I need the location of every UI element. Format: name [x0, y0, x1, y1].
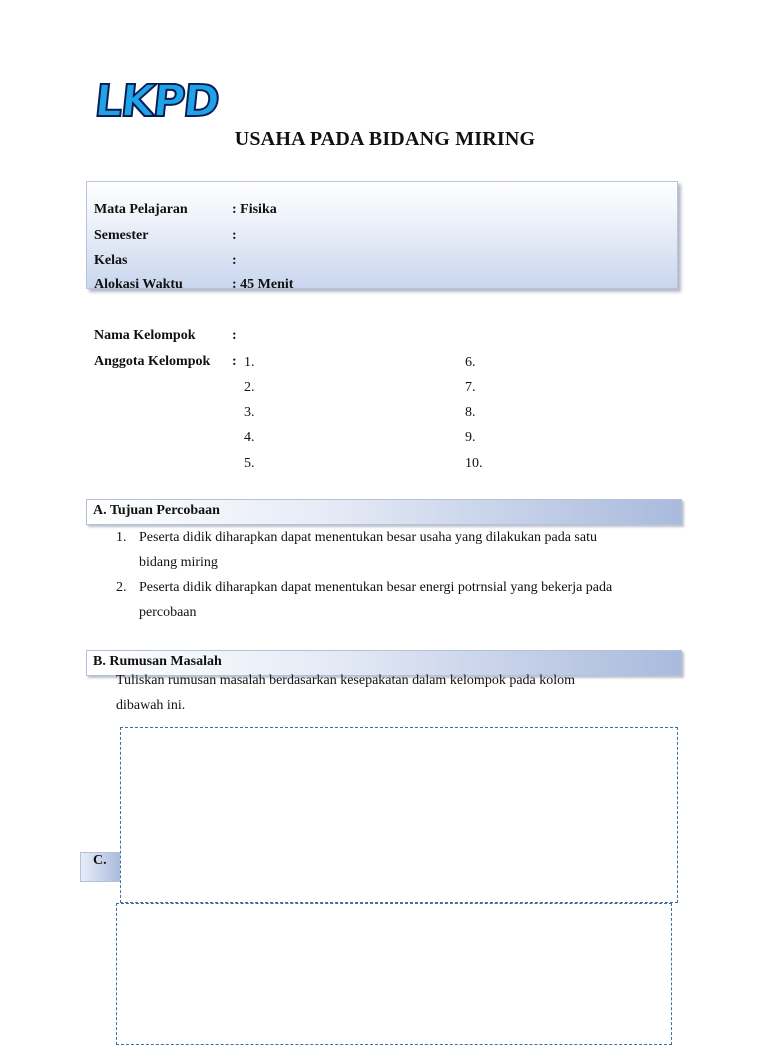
- member-number: 3.: [244, 405, 255, 420]
- member-number: 1.: [244, 355, 255, 370]
- info-label-subject: Mata Pelajaran: [94, 202, 188, 217]
- objective-line: Peserta didik diharapkan dapat menentukan besar energi potrnsial yang bekerja pada: [139, 580, 613, 595]
- member-number: 8.: [465, 405, 476, 420]
- section-a-header: [86, 499, 682, 525]
- objective-line: bidang miring: [139, 555, 218, 570]
- group-name-colon: :: [232, 328, 237, 343]
- group-members-colon: :: [232, 354, 237, 369]
- info-value-subject: : Fisika: [232, 202, 277, 217]
- section-a-heading: A. Tujuan Percobaan: [93, 503, 220, 518]
- group-members-label: Anggota Kelompok: [94, 354, 211, 369]
- section-c-heading: C.: [93, 853, 107, 868]
- objective-number: 1.: [116, 530, 127, 545]
- instruction-line: dibawah ini.: [116, 698, 186, 713]
- instruction-line: Tuliskan rumusan masalah berdasarkan kesepakatan dalam kelompok pada kolom: [116, 673, 576, 688]
- member-number: 6.: [465, 355, 476, 370]
- subject-info-box: [86, 181, 678, 289]
- problem-instruction: [116, 668, 675, 718]
- objective-line: percobaan: [139, 605, 197, 620]
- info-label-time: Alokasi Waktu: [94, 277, 183, 292]
- info-label-semester: Semester: [94, 228, 149, 243]
- group-name-label: Nama Kelompok: [94, 328, 196, 343]
- objective-number: 2.: [116, 580, 127, 595]
- section-b-heading: B. Rumusan Masalah: [93, 654, 222, 669]
- answer-box-problem[interactable]: [120, 727, 678, 903]
- info-label-class: Kelas: [94, 253, 128, 268]
- objective-item-2: [139, 575, 675, 625]
- member-number: 10.: [465, 456, 483, 471]
- info-value-semester: :: [232, 228, 237, 243]
- member-number: 7.: [465, 380, 476, 395]
- info-value-time: : 45 Menit: [232, 277, 294, 292]
- lkpd-logo: [88, 72, 248, 128]
- member-number: 4.: [244, 430, 255, 445]
- member-number: 2.: [244, 380, 255, 395]
- member-number: 9.: [465, 430, 476, 445]
- objective-item-1: [139, 525, 675, 575]
- logo-text: LKPD: [92, 76, 221, 127]
- member-number: 5.: [244, 456, 255, 471]
- objective-line: Peserta didik diharapkan dapat menentukan besar usaha yang dilakukan pada satu: [139, 530, 597, 545]
- section-c-header: [80, 852, 122, 882]
- document-title: USAHA PADA BIDANG MIRING: [234, 128, 536, 150]
- info-value-class: :: [232, 253, 237, 268]
